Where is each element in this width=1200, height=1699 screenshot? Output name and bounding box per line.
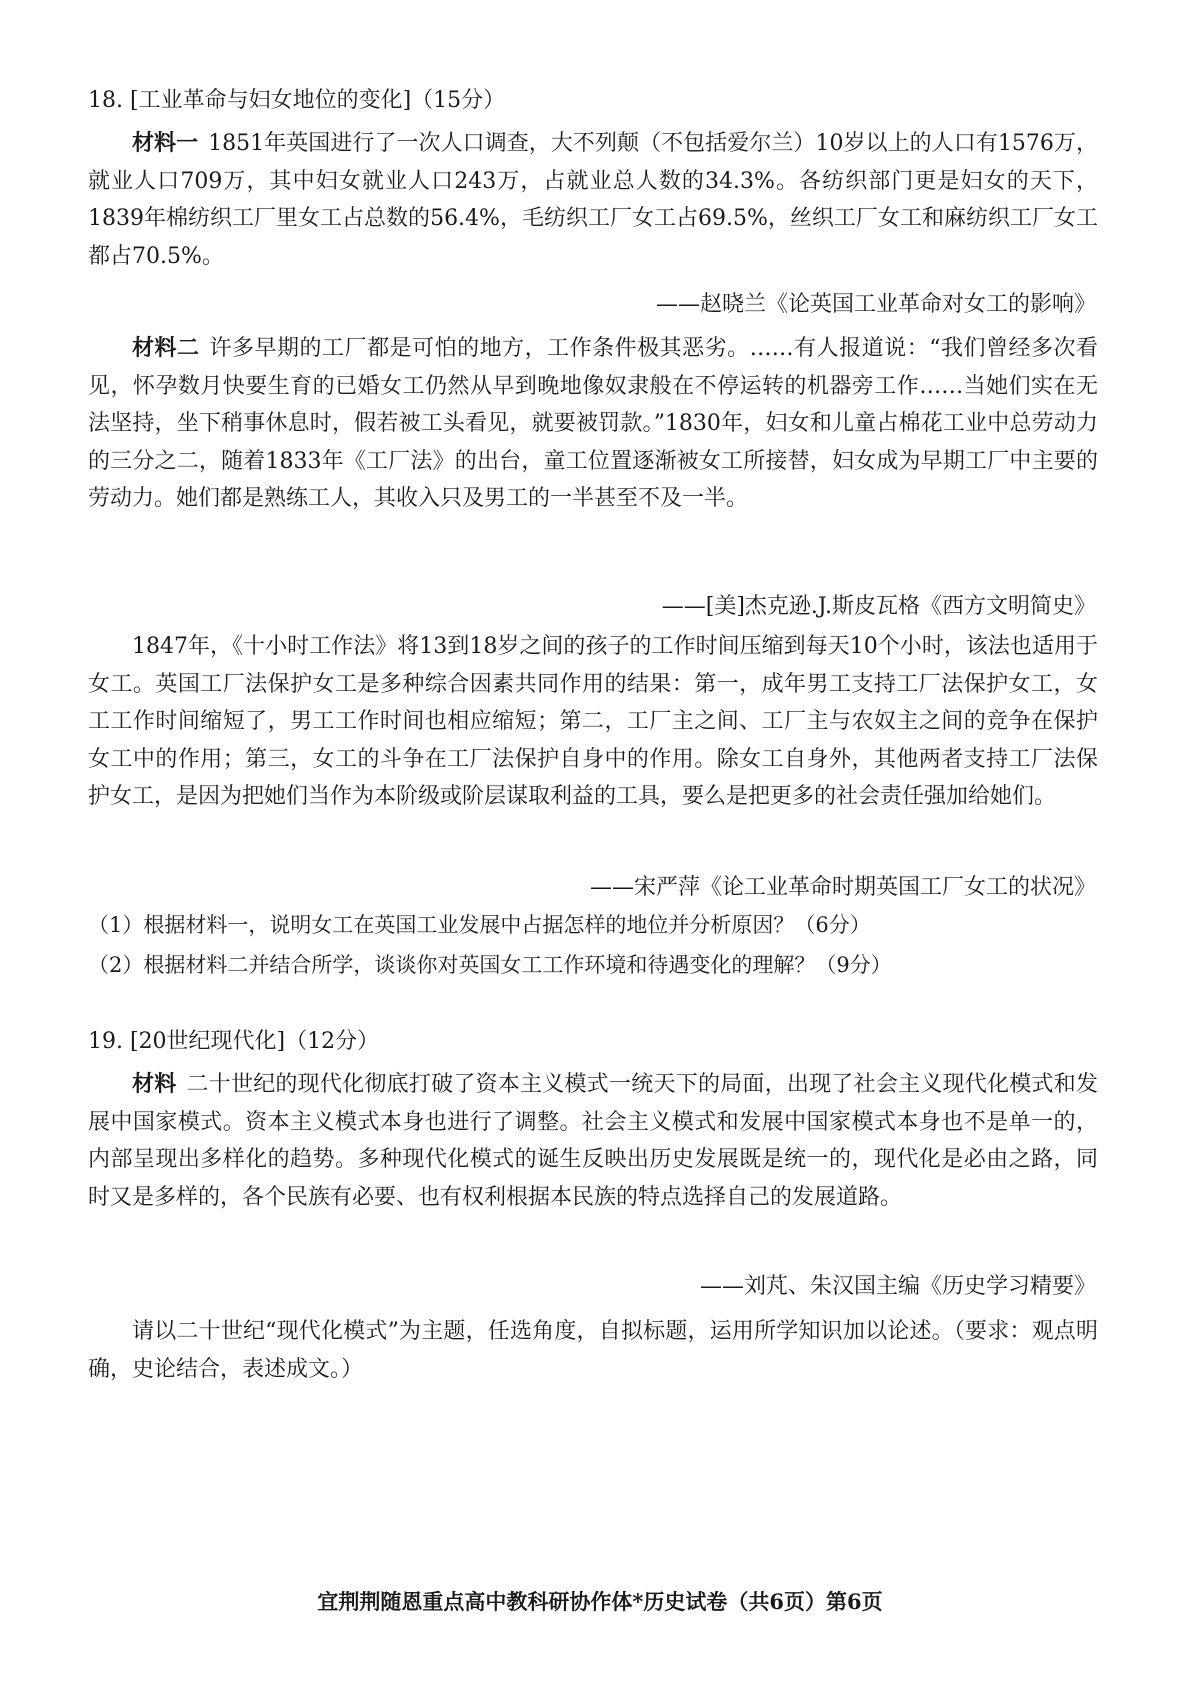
material-2-label: 材料二 — [132, 335, 200, 361]
material-3: 1847年，《十小时工作法》将13到18岁之间的孩子的工作时间压缩到每天10个小时，该法也适用于女工。英国工厂法保护女工是多种综合因素共同作用的结果：第一，成年男工支持工厂法保护女工，女工工作时间缩短了，男工工作时间也相应缩短；第二，工厂主之间、工厂主与农奴主之间的竞争在保护女工中的作用；第三，女工的斗争在工厂法保护自身中的作用。除女工自身外，其他两者支持工厂法保护女工，是因为把她们当作为本阶级或阶层谋取利益的工具，要么是把更多的社会责任强加给她们。 — [88, 634, 1098, 809]
material-19-source: ——刘芃、朱汉国主编《历史学习精要》 — [699, 1274, 1096, 1299]
material-19-label: 材料 — [132, 1071, 177, 1097]
material-19 — [88, 1066, 1098, 1216]
material-2-text: 许多早期的工厂都是可怕的地方，工作条件极其恶劣。……有人报道说：“我们曾经多次看见，怀孕数月快要生育的已婚女工仍然从早到晚地像奴隶般在不停运转的机器旁工作……当她们实在无法坚持，坐下稍事休息时，假若被工头看见，就要被罚款。”1830年，妇女和儿童占棉花工业中总劳动力的三分之二，随着1833年《工厂法》的出台，童工位置逐渐被女工所接替，妇女成为早期工厂中主要的劳动力。她们都是熟练工人，其收入只及男工的一半甚至不及一半。 — [88, 336, 1098, 511]
page-footer: 宜荆荆随恩重点高中教科研协作体*历史试卷（共6页）第6页 — [317, 1589, 883, 1614]
material-1-text: 1851年英国进行了一次人口调查，大不列颠（不包括爱尔兰）10岁以上的人口有1576万，就业人口709万，其中妇女就业人口243万，占就业总人数的34.3%。各纺织部门更是妇女的天下，1839年棉纺织工厂里女工占总数的56.4%，毛纺织工厂女工占69.5%，丝织工厂女工和麻纺织工厂女工都占70.5%。 — [88, 131, 1098, 269]
material-2 — [88, 330, 1098, 518]
question-18-title: 18. [工业革命与妇女地位的变化]（15分） — [88, 88, 506, 113]
material-19-text: 二十世纪的现代化彻底打破了资本主义模式一统天下的局面，出现了社会主义现代化模式和发展中国家模式。资本主义模式本身也进行了调整。社会主义模式和发展中国家模式本身也不是单一的，内部呈现出多样化的趋势。多种现代化模式的诞生反映出历史发展既是统一的，现代化是必由之路，同时又是多样的，各个民族有必要、也有权利根据本民族的特点选择自己的发展道路。 — [88, 1072, 1098, 1210]
material-1-source: ——赵晓兰《论英国工业革命对女工的影响》 — [655, 292, 1096, 317]
question-18-2: （2）根据材料二并结合所学，谈谈你对英国女工工作环境和待遇变化的理解？（9分） — [88, 953, 892, 977]
question-19-task: 请以二十世纪“现代化模式”为主题，任选角度，自拟标题，运用所学知识加以论述。（要求：观点明确，史论结合，表述成文。） — [88, 1319, 1098, 1382]
question-18-1: （1）根据材料一，说明女工在英国工业发展中占据怎样的地位并分析原因？（6分） — [88, 913, 871, 937]
material-3-source: ——宋严萍《论工业革命时期英国工厂女工的状况》 — [589, 875, 1096, 900]
material-1-label: 材料一 — [132, 130, 199, 156]
material-1 — [88, 125, 1098, 275]
question-19-title: 19. [20世纪现代化]（12分） — [88, 1029, 380, 1054]
material-2-source: ——[美]杰克逊.J.斯皮瓦格《西方文明简史》 — [661, 594, 1096, 619]
